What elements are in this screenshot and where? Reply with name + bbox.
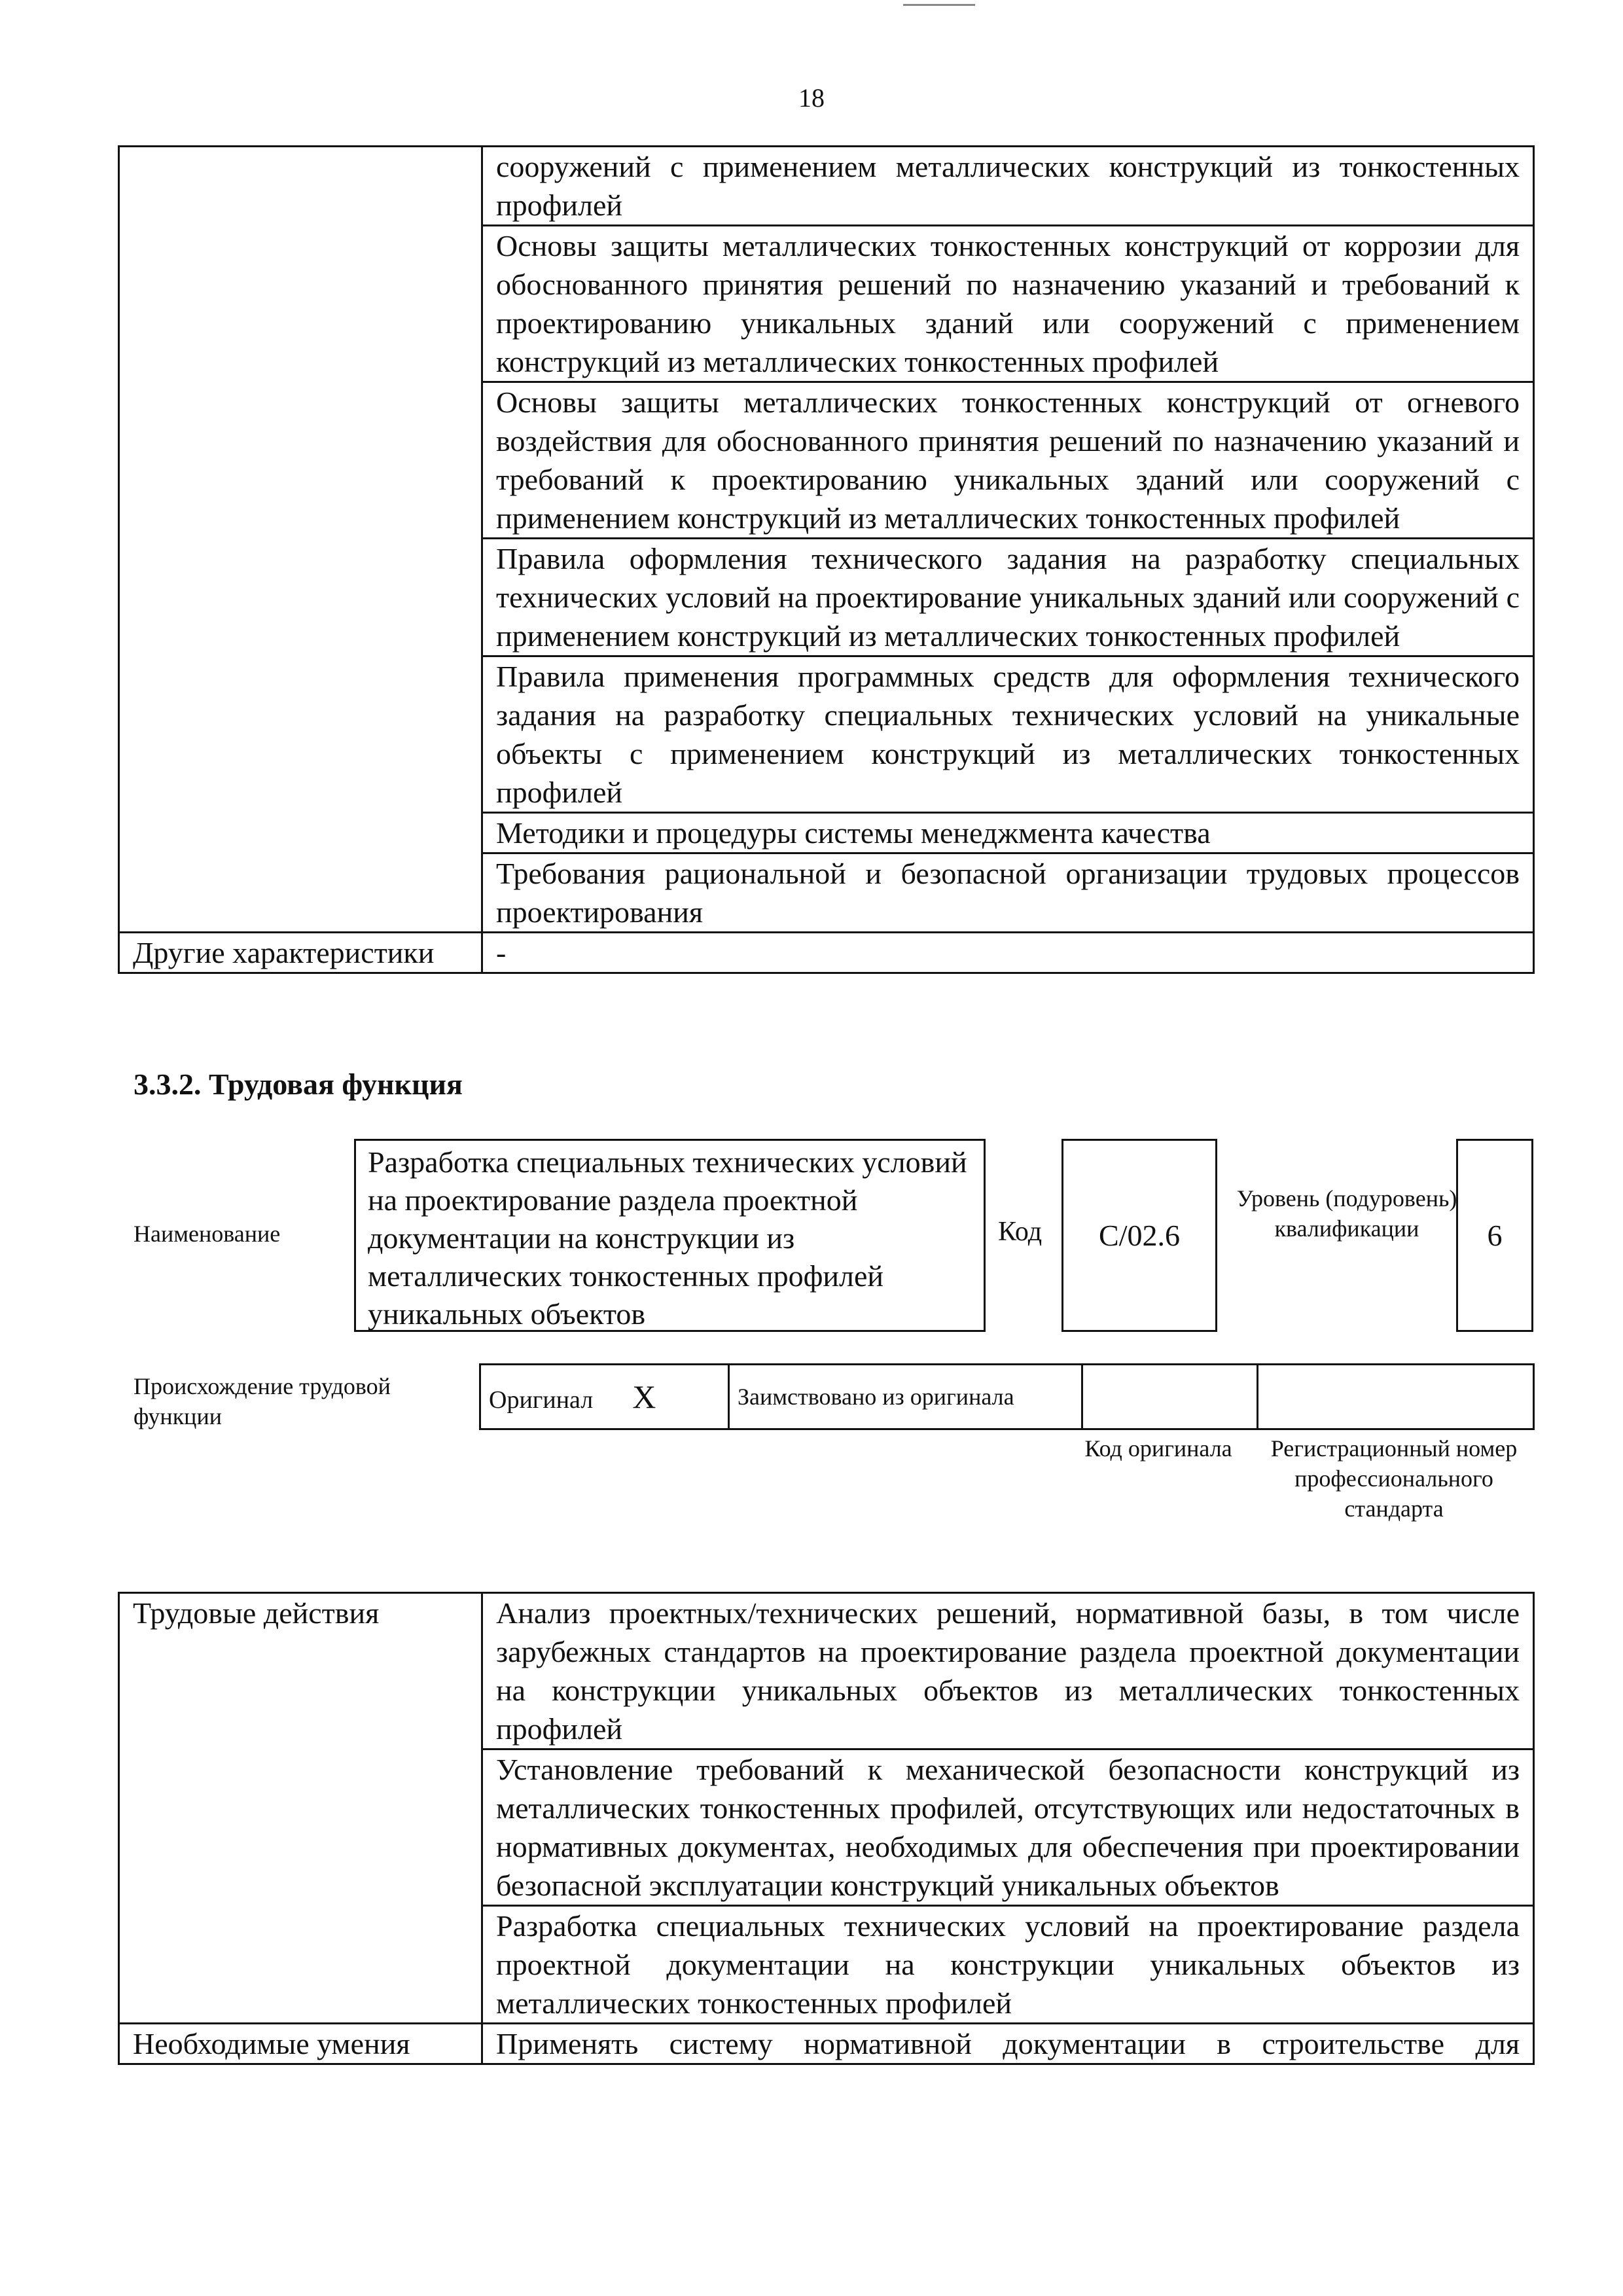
original-label: Оригинал bbox=[489, 1386, 594, 1414]
original-mark: X bbox=[632, 1378, 656, 1415]
name-label: Наименование bbox=[134, 1221, 281, 1247]
actions-table bbox=[118, 1592, 1535, 2065]
knowledge-table bbox=[118, 145, 1535, 974]
table-row bbox=[119, 2024, 1534, 2064]
code-label: Код bbox=[998, 1217, 1043, 1247]
knowledge-item: Методики и процедуры системы менеджмента качества bbox=[482, 813, 1534, 853]
other-characteristics-value: - bbox=[482, 933, 1534, 973]
original-cell bbox=[480, 1365, 729, 1429]
table-row bbox=[119, 933, 1534, 973]
reg-number-cell bbox=[1258, 1365, 1534, 1429]
action-item: Анализ проектных/технических решений, нормативной базы, в том числе зарубежных стандартов на проектирование раздела проектной документации на конструкции уникальных объектов из металлических тонкостенных профилей bbox=[482, 1593, 1534, 1749]
function-name-box: Разработка специальных технических условий на проектирование раздела проектной документации на конструкции из металлических тонкостенных профилей уникальных объектов bbox=[354, 1139, 986, 1332]
code-original-cell bbox=[1082, 1365, 1258, 1429]
table-row bbox=[119, 1593, 1534, 1749]
knowledge-item: сооружений с применением металлических конструкций из тонкостенных профилей bbox=[482, 147, 1534, 226]
knowledge-item: Основы защиты металлических тонкостенных конструкций от огневого воздействия для обоснованного принятия решений по назначению указаний и требований к проектированию уникальных зданий или сооружений с применением конструкций из металлических тонкостенных профилей bbox=[482, 382, 1534, 539]
skill-item: Применять систему нормативной документации в строительстве для bbox=[482, 2024, 1534, 2064]
table-row bbox=[480, 1365, 1534, 1429]
knowledge-label-cell bbox=[119, 147, 482, 933]
knowledge-item: Правила применения программных средств для оформления технического задания на разработку специальных технических условий на уникальные объекты с применением конструкций из металлических тонкостенных профилей bbox=[482, 656, 1534, 813]
knowledge-item: Правила оформления технического задания на разработку специальных технических условий на проектирование уникальных зданий или сооружений с применением конструкций из металлических тонкостенных профилей bbox=[482, 539, 1534, 656]
page-number: 18 bbox=[798, 83, 825, 113]
level-value-box: 6 bbox=[1456, 1139, 1533, 1332]
top-rule-mark bbox=[903, 0, 975, 6]
code-value-box: C/02.6 bbox=[1061, 1139, 1217, 1332]
origin-label: Происхождение трудовой функции bbox=[134, 1373, 391, 1429]
action-item: Установление требований к механической безопасности конструкций из металлических тонкостенных профилей, отсутствующих или недостаточных в нормативных документах, необходимых для обеспечения при проектировании безопасной эксплуатации конструкций уникальных объектов bbox=[482, 1749, 1534, 1906]
table-row bbox=[119, 147, 1534, 226]
code-original-label: Код оригинала bbox=[1084, 1435, 1232, 1462]
origin-table bbox=[479, 1363, 1535, 1430]
borrowed-label: Заимствовано из оригинала bbox=[729, 1365, 1082, 1429]
section-title: 3.3.2. Трудовая функция bbox=[134, 1067, 463, 1101]
skills-label: Необходимые умения bbox=[119, 2024, 482, 2064]
actions-label: Трудовые действия bbox=[119, 1593, 482, 2024]
level-label: Уровень (подуровень) квалификации bbox=[1236, 1185, 1457, 1242]
other-characteristics-label: Другие характеристики bbox=[119, 933, 482, 973]
reg-number-label: Регистрационный номер профессионального стандарта bbox=[1270, 1435, 1518, 1522]
action-item: Разработка специальных технических условий на проектирование раздела проектной документации на конструкции уникальных объектов из металлических тонкостенных профилей bbox=[482, 1906, 1534, 2024]
knowledge-item: Основы защиты металлических тонкостенных конструкций от коррозии для обоснованного принятия решений по назначению указаний и требований к проектированию уникальных зданий или сооружений с применением конструкций из металлических тонкостенных профилей bbox=[482, 226, 1534, 382]
knowledge-item: Требования рациональной и безопасной организации трудовых процессов проектирования bbox=[482, 853, 1534, 933]
